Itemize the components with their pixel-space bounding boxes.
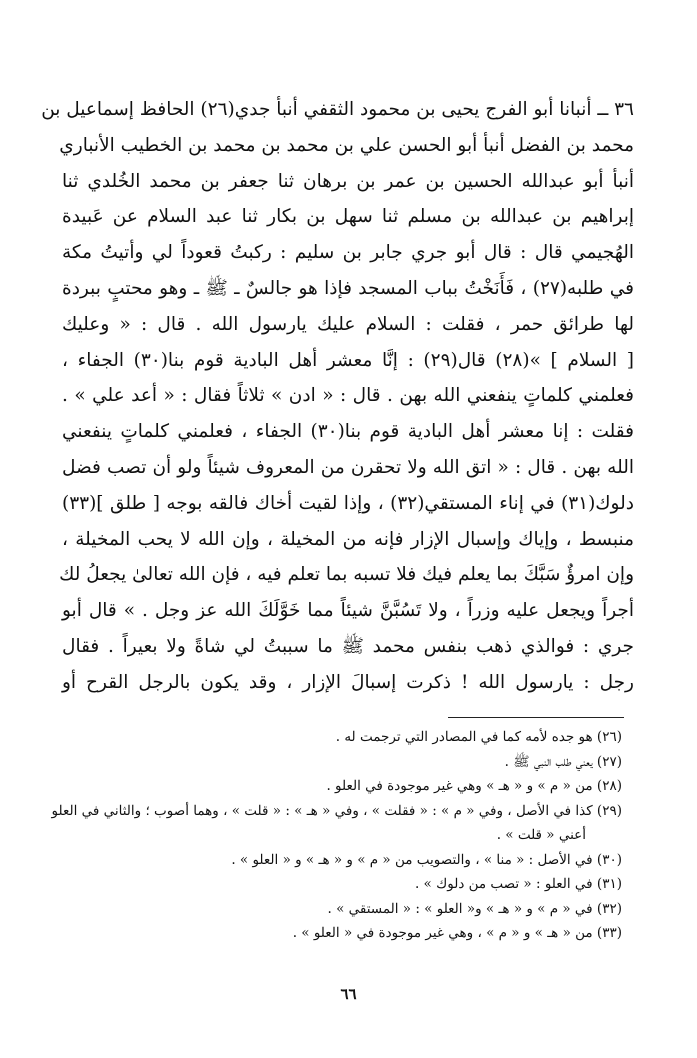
- main-text: [41, 92, 634, 701]
- text-line: وإن امرؤٌ سَبَّكَ بما يعلم فيك فلا تسبه بما تعلم فيه ، فإن الله تعالىٰ يجعلُ لك: [59, 564, 634, 586]
- text-line: جري : فوالذي ذهب بنفس محمد ﷺ ما سببتُ لي شاةً ولا بعيراً . فقال: [62, 635, 634, 657]
- footnote: (٢٧) يعني طلب النبي ﷺ .: [504, 753, 622, 770]
- footnote: (٣٢) في « م » و « هـ » و« العلو » : « المستقي » .: [327, 900, 622, 917]
- text-line: لها طرائق حمر ، فقلت : السلام عليك يارسول الله . قال : « وعليك: [62, 313, 634, 335]
- text-line: ٣٦ ــ أنبانا أبو الفرج يحيى بن محمود الثقفي أنبأ جدي(٢٦) الحافظ إسماعيل بن: [41, 99, 634, 120]
- footnote: (٢٦) هو جده لأمه كما في المصادر التي ترجمت له .: [335, 729, 622, 745]
- text-line: فقلت : إنا معشر أهل البادية قوم بنا(٣٠) الجفاء ، فعلمني كلماتٍ ينفعني: [62, 421, 634, 443]
- text-line: في طلبه(٢٧) ، فَأَنَخْتُ بباب المسجد فإذا هو جالسٌ ـ ﷺ ـ وهو محتبٍ ببردة: [62, 277, 634, 299]
- footnote: (٢٩) كذا في الأصل ، وفي « م » : « فقلت » ، وفي « هـ » : « قلت » ، وهما أصوب ؛ والثاني في العلو: [51, 802, 622, 819]
- footnote-continuation: أعني « قلت » .: [496, 827, 586, 843]
- footnotes: [50, 725, 622, 946]
- footnote-divider: [448, 717, 624, 718]
- text-line: [ السلام ] »(٢٨) قال(٢٩) : إنَّا معشر أهل البادية قوم بنا(٣٠) الجفاء ،: [62, 349, 634, 371]
- text-line: فعلمني كلماتٍ ينفعني الله بهن . قال : « ادن » ثلاثاً فقال : « أعد علي » .: [62, 385, 634, 407]
- footnote: (٣١) في العلو : « تصب من دلوك » .: [414, 876, 622, 892]
- text-line: رجل : يارسول الله ! ذكرت إسبالَ الإزار ، وقد يكون بالرجل القرح أو: [62, 671, 634, 693]
- text-line: منبسط ، وإياك وإسبال الإزار فإنه من المخيلة ، وإن الله لا يحب المخيلة ،: [62, 528, 634, 550]
- footnote: (٣٠) في الأصل : « منا » ، والتصويب من « م » و « هـ » و « العلو » .: [231, 851, 622, 868]
- text-line: الهُجيمي قال : قال أبو جري جابر بن سليم : ركبتُ قعوداً لي وأتيتُ مكة: [62, 242, 634, 264]
- text-line: الله بهن . قال : « اتق الله ولا تحقرن من المعروف شيئاً ولو أن تصب فضل: [62, 456, 634, 478]
- footnote: (٢٨) من « م » و « هـ » وهي غير موجودة في العلو .: [326, 778, 622, 794]
- text-line: إبراهيم بن عبدالله بن مسلم ثنا سهل بن بكار ثنا عبد السلام عن عَبيدة: [62, 206, 634, 228]
- text-line: محمد بن الفضل أنبأ أبو الحسن علي بن محمد بن محمد بن الخطيب الأنباري: [59, 134, 634, 156]
- text-line: دلوك(٣١) في إناء المستقي(٣٢) ، وإذا لقيت أخاك فالقه بوجه [ طلق ](٣٣): [62, 492, 634, 514]
- footnote: (٣٣) من « هـ » و « م » ، وهي غير موجودة في « العلو » .: [292, 925, 622, 941]
- page-number: ٦٦: [340, 985, 357, 1003]
- text-line: أنبأ أبو عبدالله الحسين بن عمر بن برهان ثنا جعفر بن محمد الخُلدي ثنا: [62, 170, 634, 192]
- text-line: أجراً ويجعل عليه وزراً ، ولا تَسُبَّنَّ شيئاً مما خَوَّلَكَ الله عز وجل . » قال أبو: [62, 600, 634, 622]
